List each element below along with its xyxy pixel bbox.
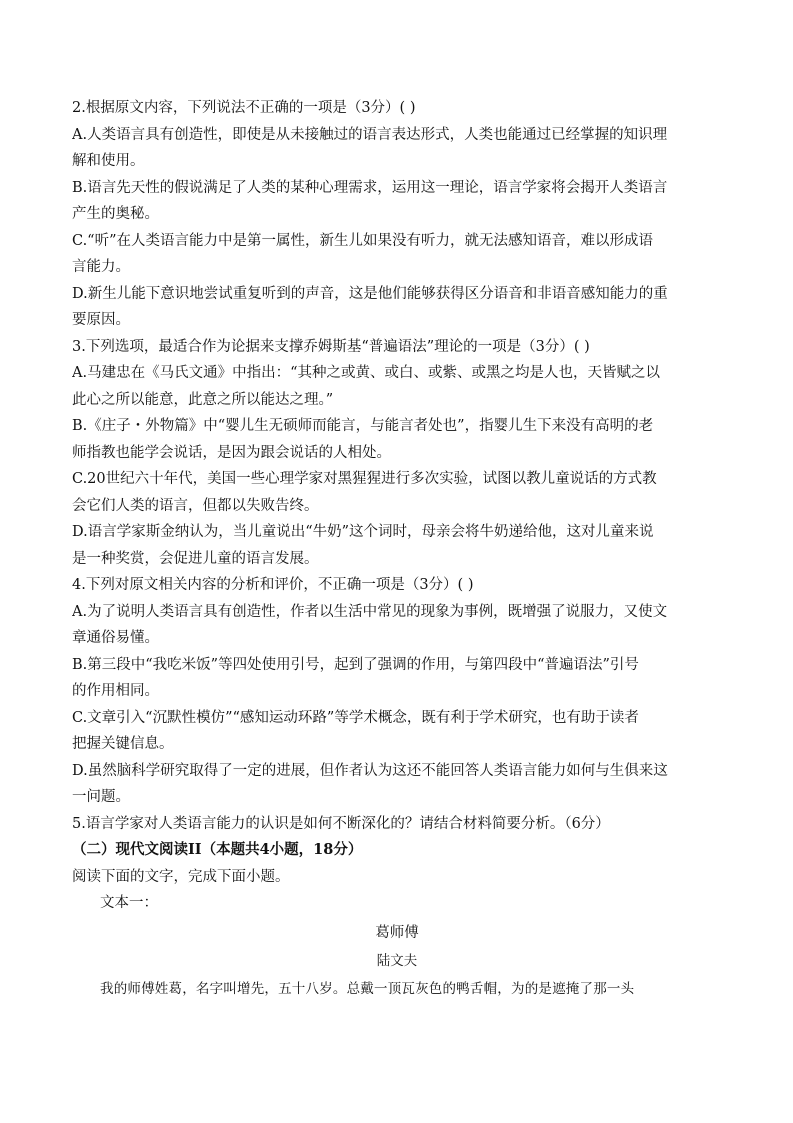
text-one-label: 文本一：	[100, 895, 158, 911]
question-4-option-d-line-2: 一问题。	[72, 789, 130, 805]
question-2-option-c-line-1: C.“听”在人类语言能力中是第一属性，新生儿如果没有听力，就无法感知语音，难以形成语	[72, 232, 654, 249]
question-3-option-d-line-1: D.语言学家斯金纳认为，当儿童说出“牛奶”这个词时，母亲会将牛奶递给他，这对儿童来说	[72, 524, 654, 540]
question-5-stem: 5.语言学家对人类语言能力的认识是如何不断深化的？请结合材料简要分析。（6分）	[72, 815, 610, 832]
question-2-option-a-line-2: 解和使用。	[72, 153, 145, 169]
question-4-option-c-line-1: C.文章引入“沉默性模仿”“感知运动环路”等学术概念，既有利于学术研究，也有助于读者	[72, 709, 639, 726]
question-2-option-b-line-1: B.语言先天性的假说满足了人类的某种心理需求，运用这一理论，语言学家将会揭开人类语言	[72, 179, 668, 196]
question-3-option-d-line-2: 是一种奖赏，会促进儿童的语言发展。	[72, 550, 319, 567]
question-2-option-d-line-2: 要原因。	[72, 312, 130, 328]
question-4-option-a-line-2: 章通俗易懂。	[72, 630, 159, 646]
section-2-instruction: 阅读下面的文字，完成下面小题。	[72, 868, 290, 885]
question-4-option-b-line-1: B.第三段中“我吃米饭”等四处使用引号，起到了强调的作用，与第四段中“普遍语法”引号	[72, 656, 639, 673]
question-3-option-c-line-2: 会它们人类的语言，但都以失败告终。	[72, 497, 319, 514]
question-3-option-a-line-2: 此心之所以能意，此意之所以能达之理。”	[72, 391, 334, 408]
question-3-option-c-line-1: C.20世纪六十年代，美国一些心理学家对黑猩猩进行多次实验，试图以教儿童说话的方式教	[72, 471, 657, 487]
article-first-line: 我的师傅姓葛，名字叫增先，五十八岁。总戴一顶瓦灰色的鸭舌帽，为的是遮掩了那一头	[100, 980, 635, 997]
question-4-option-c-line-2: 把握关键信息。	[72, 736, 174, 752]
section-2-heading: （二）现代文阅读II（本题共4小题，18分）	[72, 841, 363, 858]
question-3-stem: 3.下列选项，最适合作为论据来支撑乔姆斯基“普遍语法”理论的一项是（3分）( )	[72, 338, 590, 355]
question-4-option-a-line-1: A.为了说明人类语言具有创造性，作者以生活中常见的现象为事例，既增强了说服力，又使文	[72, 603, 668, 620]
question-3-option-b-line-2: 师指教也能学会说话，是因为跟会说话的人相处。	[72, 444, 391, 461]
question-2-option-b-line-2: 产生的奥秘。	[72, 206, 159, 222]
document-content	[72, 95, 722, 1003]
article-author: 陆文夫	[376, 952, 418, 969]
question-2-option-d-line-1: D.新生儿能下意识地尝试重复听到的声音，这是他们能够获得区分语音和非语音感知能力的重	[72, 285, 668, 302]
question-4-stem: 4.下列对原文相关内容的分析和评价，不正确一项是（3分）( )	[72, 577, 474, 593]
question-3-option-a-line-1: A.马建忠在《马氏文通》中指出：“其种之或黄、或白、或紫、或黑之均是人也，天皆赋之以	[72, 365, 660, 381]
question-4-option-d-line-1: D.虽然脑科学研究取得了一定的进展，但作者认为这还不能回答人类语言能力如何与生俱来这	[72, 762, 668, 779]
question-3-option-b-line-1: B.《庄子・外物篇》中“婴儿生无硕师而能言，与能言者处也”，指婴儿生下来没有高明的老	[72, 418, 654, 434]
question-4-option-b-line-2: 的作用相同。	[72, 683, 159, 699]
question-2-stem: 2.根据原文内容，下列说法不正确的一项是（3分）( )	[72, 100, 416, 116]
question-2-option-c-line-2: 言能力。	[72, 259, 130, 275]
question-2-option-a-line-1: A.人类语言具有创造性，即使是从未接触过的语言表达形式，人类也能通过已经掌握的知识理	[72, 126, 668, 143]
article-title: 葛师傅	[375, 924, 419, 941]
